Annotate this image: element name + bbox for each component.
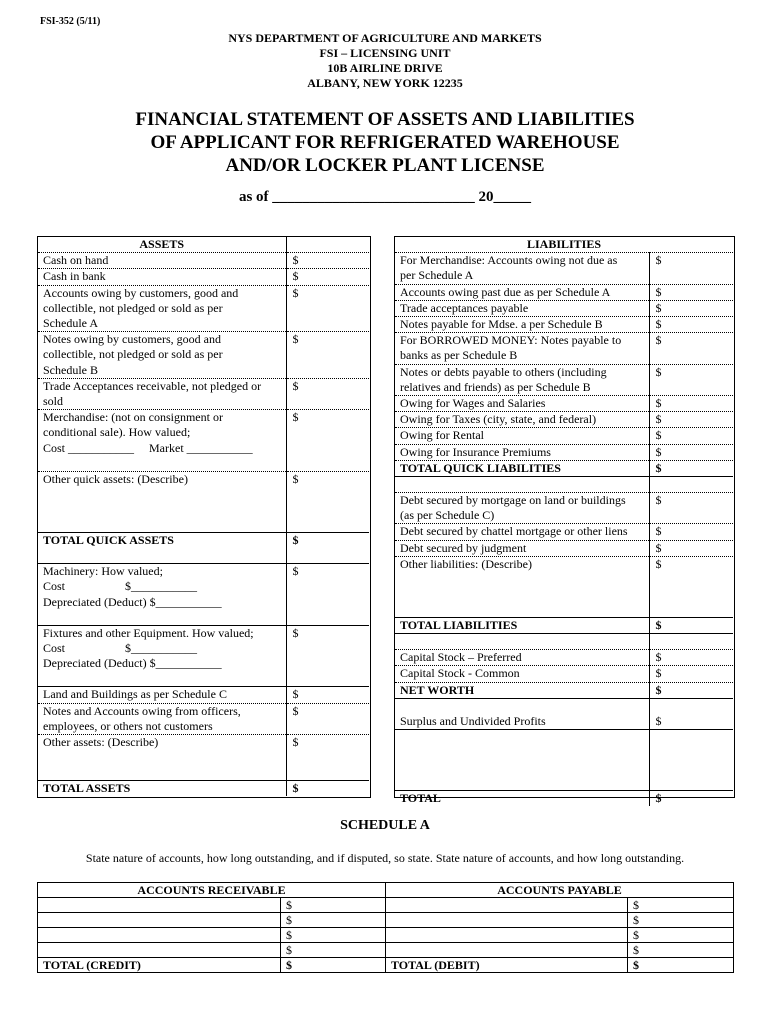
assets-table <box>38 237 369 796</box>
table-row <box>38 898 734 913</box>
table-row <box>38 928 734 943</box>
assets-heading: ASSETS <box>139 237 185 251</box>
amount-field[interactable]: $ <box>649 540 733 556</box>
amount-field[interactable]: $ <box>286 625 369 641</box>
liabilities-table <box>395 237 733 806</box>
asset-label: Schedule B <box>43 362 98 377</box>
amount-field[interactable]: $ <box>286 781 369 797</box>
as-of-date-line[interactable]: as of ___________________________ 20_____ <box>238 189 532 205</box>
table-row <box>38 913 734 928</box>
liability-label: Capital Stock – Preferred <box>395 650 649 666</box>
liability-label: Notes or debts payable to others (including <box>395 364 649 380</box>
asset-label: Trade Acceptances receivable, not pledged or <box>38 378 286 394</box>
liability-label: For BORROWED MONEY: Notes payable to <box>395 333 649 349</box>
liability-label: Surplus and Undivided Profits <box>400 713 546 728</box>
amount-field[interactable]: $ <box>286 269 369 285</box>
asset-label: sold <box>43 394 64 409</box>
city-address: ALBANY, NEW YORK 12235 <box>307 76 463 90</box>
asset-label: Accounts owing by customers, good and <box>38 285 286 301</box>
totals-row <box>38 958 734 973</box>
liability-label: (as per Schedule C) <box>400 508 495 523</box>
liability-label: For Merchandise: Accounts owing not due as <box>395 253 649 269</box>
asset-label: Other quick assets: (Describe) <box>38 471 286 487</box>
total-quick-liabilities-label: TOTAL QUICK LIABILITIES <box>395 460 649 476</box>
payable-description-field[interactable] <box>386 913 628 928</box>
amount-field[interactable]: $ <box>649 666 733 682</box>
total-credit-field[interactable]: $ <box>281 958 386 973</box>
asset-label: Machinery: How valued; <box>38 564 286 580</box>
amount-field[interactable]: $ <box>286 471 369 487</box>
asset-label[interactable]: Cost $___________ <box>43 641 198 656</box>
asset-label: Land and Buildings as per Schedule C <box>38 687 286 703</box>
amount-field[interactable]: $ <box>649 682 733 698</box>
amount-field[interactable]: $ <box>649 396 733 412</box>
asset-label: employees, or others not customers <box>43 718 213 733</box>
amount-field[interactable]: $ <box>649 493 733 509</box>
amount-field[interactable]: $ <box>286 253 369 269</box>
amount-field[interactable]: $ <box>649 444 733 460</box>
liability-label: Debt secured by mortgage on land or buildings <box>395 493 649 509</box>
receivable-amount-field[interactable]: $ <box>281 913 386 928</box>
asset-label[interactable]: Cost ___________ Market ___________ <box>43 440 253 455</box>
liability-label: Owing for Insurance Premiums <box>395 444 649 460</box>
total-credit-label: TOTAL (CREDIT) <box>38 958 281 973</box>
amount-field[interactable]: $ <box>649 364 733 380</box>
liability-label: Owing for Rental <box>395 428 649 444</box>
table-row <box>38 943 734 958</box>
liability-label: Accounts owing past due as per Schedule A <box>395 284 649 300</box>
amount-field[interactable]: $ <box>649 618 733 634</box>
asset-label: Merchandise: (not on consignment or <box>38 410 286 426</box>
amount-field[interactable]: $ <box>286 410 369 426</box>
receivable-description-field[interactable] <box>38 928 281 943</box>
amount-field[interactable]: $ <box>649 460 733 476</box>
asset-label: conditional sale). How valued; <box>43 425 191 440</box>
asset-label[interactable]: Depreciated (Deduct) $___________ <box>43 594 222 609</box>
total-debit-field[interactable]: $ <box>628 958 734 973</box>
accounts-receivable-heading: ACCOUNTS RECEIVABLE <box>38 883 386 898</box>
asset-label: collectible, not pledged or sold as per <box>43 347 223 362</box>
asset-label: Fixtures and other Equipment. How valued; <box>38 625 286 641</box>
net-worth-label: NET WORTH <box>395 682 649 698</box>
payable-description-field[interactable] <box>386 928 628 943</box>
total-debit-label: TOTAL (DEBIT) <box>386 958 628 973</box>
amount-field[interactable]: $ <box>649 650 733 666</box>
total-liabilities-label: TOTAL LIABILITIES <box>395 618 649 634</box>
amount-field[interactable]: $ <box>649 524 733 540</box>
asset-label: Other assets: (Describe) <box>38 735 286 751</box>
total-label: TOTAL <box>395 791 649 807</box>
liability-label: Debt secured by judgment <box>395 540 649 556</box>
asset-label: Notes and Accounts owing from officers, <box>38 703 286 719</box>
liability-label: Capital Stock - Common <box>395 666 649 682</box>
street-address: 10B AIRLINE DRIVE <box>327 61 443 75</box>
title-line-3: AND/OR LOCKER PLANT LICENSE <box>225 155 545 176</box>
amount-field[interactable]: $ <box>649 791 733 807</box>
amount-field[interactable]: $ <box>649 300 733 316</box>
receivable-description-field[interactable] <box>38 943 281 958</box>
unit-name: FSI – LICENSING UNIT <box>319 46 451 60</box>
amount-field[interactable]: $ <box>286 378 369 394</box>
asset-label: Cash in bank <box>38 269 286 285</box>
amount-field[interactable]: $ <box>286 564 369 580</box>
amount-field[interactable]: $ <box>649 714 733 730</box>
schedule-a-title: SCHEDULE A <box>340 818 430 833</box>
liability-label: Other liabilities: (Describe) <box>395 556 649 572</box>
asset-label: Notes owing by customers, good and <box>38 332 286 348</box>
amount-field[interactable]: $ <box>286 735 369 751</box>
receivable-amount-field[interactable]: $ <box>281 943 386 958</box>
liability-label: per Schedule A <box>400 268 474 283</box>
liability-label: banks as per Schedule B <box>400 348 518 363</box>
payable-description-field[interactable] <box>386 898 628 913</box>
amount-field[interactable]: $ <box>286 332 369 348</box>
payable-description-field[interactable] <box>386 943 628 958</box>
asset-label[interactable]: Depreciated (Deduct) $___________ <box>43 656 222 671</box>
amount-field[interactable]: $ <box>286 703 369 719</box>
accounts-payable-heading: ACCOUNTS PAYABLE <box>386 883 734 898</box>
payable-amount-field[interactable]: $ <box>628 898 734 913</box>
liability-label: Owing for Taxes (city, state, and federal) <box>395 412 649 428</box>
amount-field[interactable]: $ <box>649 333 733 349</box>
asset-label: Schedule A <box>43 316 98 331</box>
receivable-description-field[interactable] <box>38 913 281 928</box>
title-line-2: OF APPLICANT FOR REFRIGERATED WAREHOUSE <box>150 132 620 153</box>
form-id: FSI-352 (5/11) <box>40 16 101 27</box>
amount-field[interactable]: $ <box>286 533 369 549</box>
asset-label: Cash on hand <box>38 253 286 269</box>
liability-label: relatives and friends) as per Schedule B <box>400 379 591 394</box>
amount-field[interactable]: $ <box>286 687 369 703</box>
liability-label: Trade acceptances payable <box>395 300 649 316</box>
liability-label: Owing for Wages and Salaries <box>395 396 649 412</box>
payable-amount-field[interactable]: $ <box>628 943 734 958</box>
total-quick-assets-label: TOTAL QUICK ASSETS <box>38 533 286 549</box>
schedule-a-table <box>37 882 734 973</box>
payable-amount-field[interactable]: $ <box>628 928 734 943</box>
form-title <box>0 108 770 177</box>
liabilities-heading: LIABILITIES <box>526 237 602 251</box>
amount-field[interactable]: $ <box>649 556 733 572</box>
receivable-amount-field[interactable]: $ <box>281 928 386 943</box>
liability-label: Notes payable for Mdse. a per Schedule B <box>395 317 649 333</box>
agency-name: NYS DEPARTMENT OF AGRICULTURE AND MARKETS <box>228 31 542 45</box>
receivable-amount-field[interactable]: $ <box>281 898 386 913</box>
asset-label[interactable]: Cost $___________ <box>43 579 198 594</box>
receivable-description-field[interactable] <box>38 898 281 913</box>
title-line-1: FINANCIAL STATEMENT OF ASSETS AND LIABILITIES <box>135 109 635 130</box>
amount-field[interactable]: $ <box>649 428 733 444</box>
amount-field[interactable]: $ <box>649 253 733 269</box>
payable-amount-field[interactable]: $ <box>628 913 734 928</box>
amount-field[interactable]: $ <box>649 317 733 333</box>
schedule-a-instructions: State nature of accounts, how long outstanding, and if disputed, so state. State nature of accounts, and how long outstanding. <box>85 851 685 865</box>
liability-label: Debt secured by chattel mortgage or other liens <box>395 524 649 540</box>
total-assets-label: TOTAL ASSETS <box>38 781 286 797</box>
asset-label: collectible, not pledged or sold as per <box>43 300 223 315</box>
amount-field[interactable]: $ <box>286 285 369 301</box>
amount-field[interactable]: $ <box>649 284 733 300</box>
amount-field[interactable]: $ <box>649 412 733 428</box>
